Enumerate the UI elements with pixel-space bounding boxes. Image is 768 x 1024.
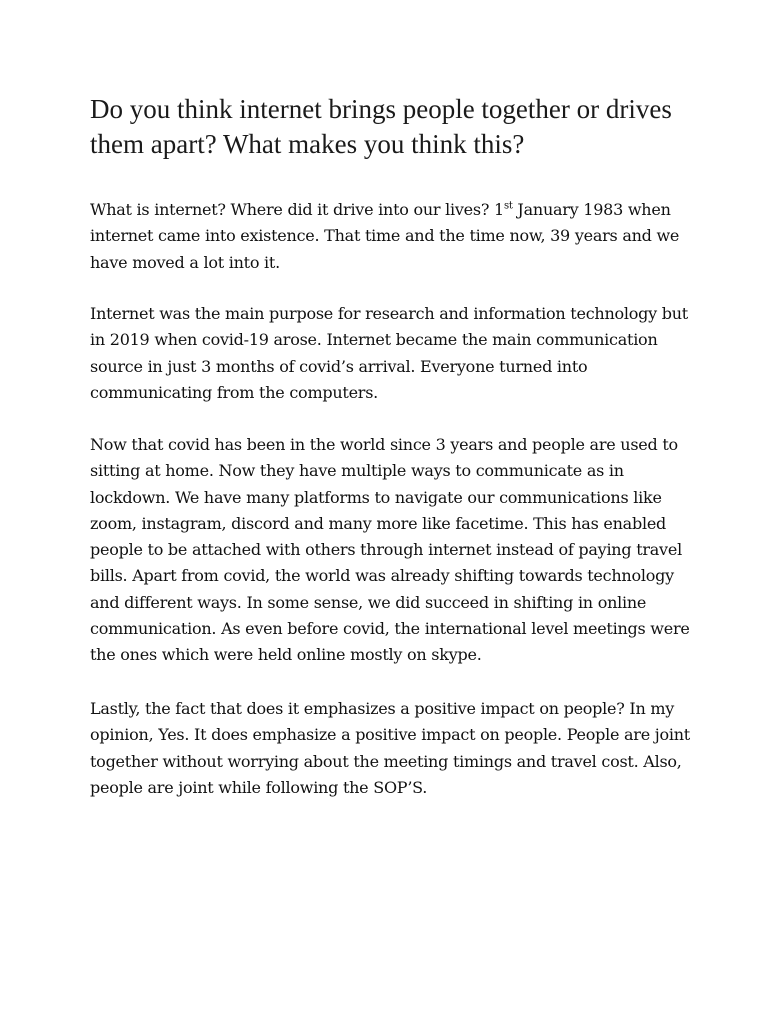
paragraph-intro [90, 197, 690, 276]
paragraph-intro-end: January 1983 when internet came into existence. That time and the time now, 39 years and we have moved a lot into it. [90, 200, 680, 272]
paragraph-covid-communication: Internet was the main purpose for research and information technology but in 2019 when covid-19 arose. Internet became the main communication source in just 3 months of covid’s arrival. Everyone turned into communicating from the computers. [90, 304, 688, 402]
paragraph-platforms: Now that covid has been in the world since 3 years and people are used to sitting at home. Now they have multiple ways to communicate as in lockdown. We have many platforms to navigate our communications like zoom, instagram, discord and many more like facetime. This has enabled people to be attached with others through internet instead of paying travel bills. Apart from covid, the world was already shifting towards technology and different ways. In some sense, we did succeed in shifting in online communication. As even before covid, the international level meetings were the ones which were held online mostly on skype. [90, 435, 690, 665]
paragraph-intro-start: What is internet? Where did it drive into our lives? 1 [90, 200, 504, 219]
paragraph-conclusion: Lastly, the fact that does it emphasizes a positive impact on people? In my opinion, Yes. It does emphasize a positive impact on people. People are joint together without worrying about the meeting timings and travel cost. Also, people are joint while following the SOP’S. [90, 699, 690, 797]
ordinal-superscript: st [503, 200, 513, 212]
document-title: Do you think internet brings people together or drives them apart? What makes you think this? [90, 94, 672, 159]
